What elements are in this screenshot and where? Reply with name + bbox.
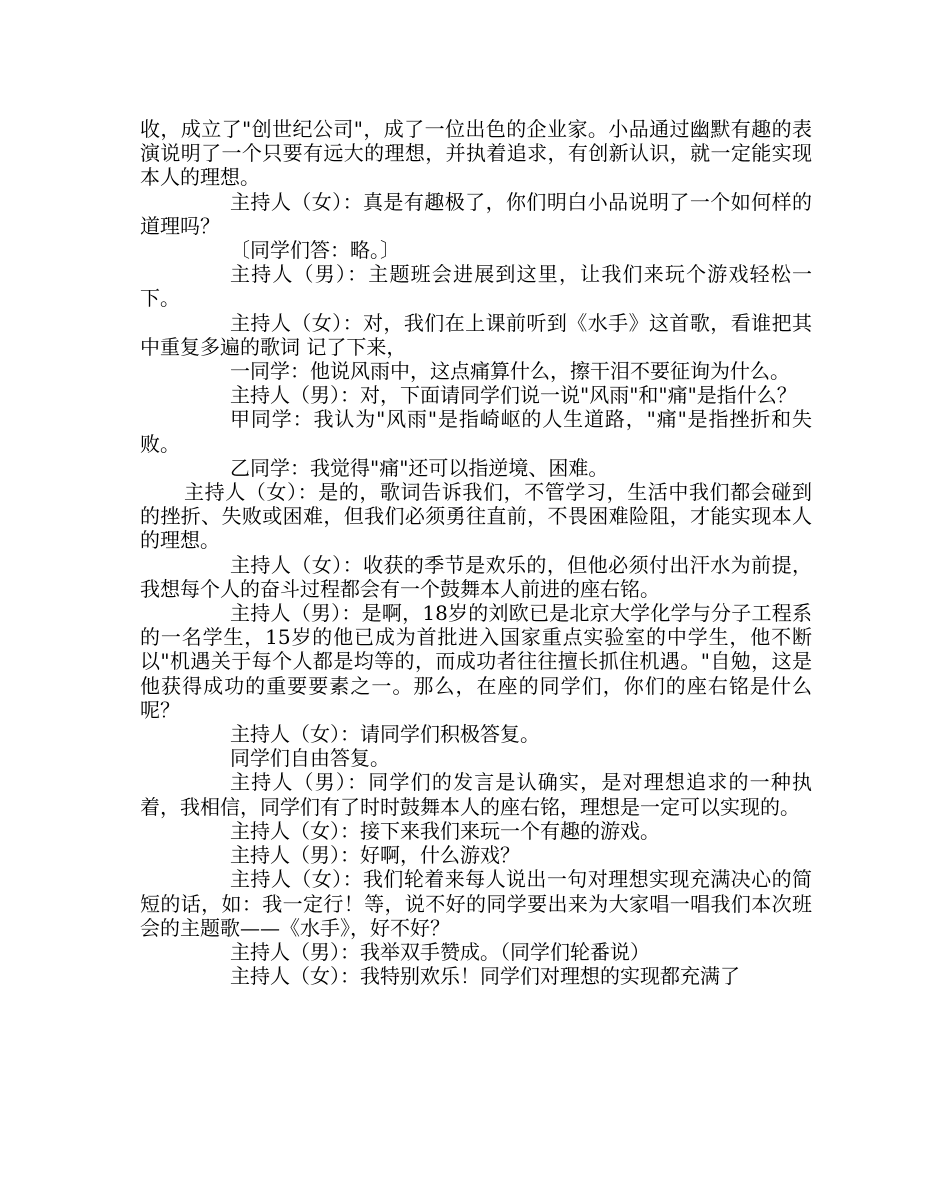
paragraph: 一同学：他说风雨中，这点痛算什么，擦干泪不要征询为什么。 <box>230 359 790 384</box>
paragraph: 主持人（女）：接下来我们来玩一个有趣的游戏。 <box>230 818 660 843</box>
paragraph: 主持人（女）：真是有趣极了，你们明白小品说明了一个如何样的道理吗？ <box>140 189 812 238</box>
document-page <box>140 117 812 988</box>
paragraph: 主持人（女）：收获的季节是欢乐的，但他必须付出汗水为前提，我想每个人的奋斗过程都会有一个鼓舞本人前进的座右铭。 <box>140 552 812 601</box>
paragraph: 主持人（男）：对，下面请同学们说一说"风雨"和"痛"是指什么？ <box>230 383 797 408</box>
paragraph: 乙同学：我觉得"痛"还可以指逆境、困难。 <box>230 455 609 480</box>
paragraph: 主持人（男）：同学们的发言是认确实，是对理想追求的一种执着，我相信，同学们有了时时鼓舞本人的座右铭，理想是一定可以实现的。 <box>140 770 812 819</box>
paragraph: 主持人（女）：对，我们在上课前听到《水手》这首歌，看谁把其中重复多遍的歌词 记了下来， <box>140 310 812 359</box>
paragraph: 主持人（女）：请同学们积极答复。 <box>230 722 540 747</box>
paragraph: 主持人（女）：我们轮着来每人说出一句对理想实现充满决心的简短的话，如：我一定行！等，说不好的同学要出来为大家唱一唱我们本次班会的主题歌——《水手》，好不好？ <box>140 867 812 940</box>
paragraph: 同学们自由答复。 <box>230 746 390 771</box>
paragraph: 甲同学：我认为"风雨"是指崎岖的人生道路，"痛"是指挫折和失败。 <box>140 407 812 456</box>
paragraph: 主持人（女）：我特别欢乐！同学们对理想的实现都充满了 <box>230 964 740 989</box>
paragraph: 主持人（男）：好啊，什么游戏？ <box>230 843 520 868</box>
paragraph: 〔同学们答：略。〕 <box>230 238 400 263</box>
paragraph: 主持人（男）：主题班会进展到这里，让我们来玩个游戏轻松一下。 <box>140 262 812 311</box>
paragraph: 主持人（男）：我举双手赞成。（同学们轮番说） <box>230 939 650 964</box>
paragraph: 收，成立了"创世纪公司"，成了一位出色的企业家。小品通过幽默有趣的表演说明了一个只要有远大的理想，并执着追求，有创新认识，就一定能实现本人的理想。 <box>140 117 812 190</box>
paragraph: 主持人（女）：是的，歌词告诉我们，不管学习，生活中我们都会碰到的挫折、失败或困难，但我们必须勇往直前，不畏困难险阻，才能实现本人的理想。 <box>140 480 812 553</box>
paragraph: 主持人（男）：是啊，18岁的刘欧已是北京大学化学与分子工程系的一名学生，15岁的他已成为首批进入国家重点实验室的中学生，他不断以"机遇关于每个人都是均等的，而成功者往往擅长抓住机遇。"自勉，这是他获得成功的重要要素之一。那么，在座的同学们，你们的座右铭是什么呢？ <box>140 601 812 722</box>
